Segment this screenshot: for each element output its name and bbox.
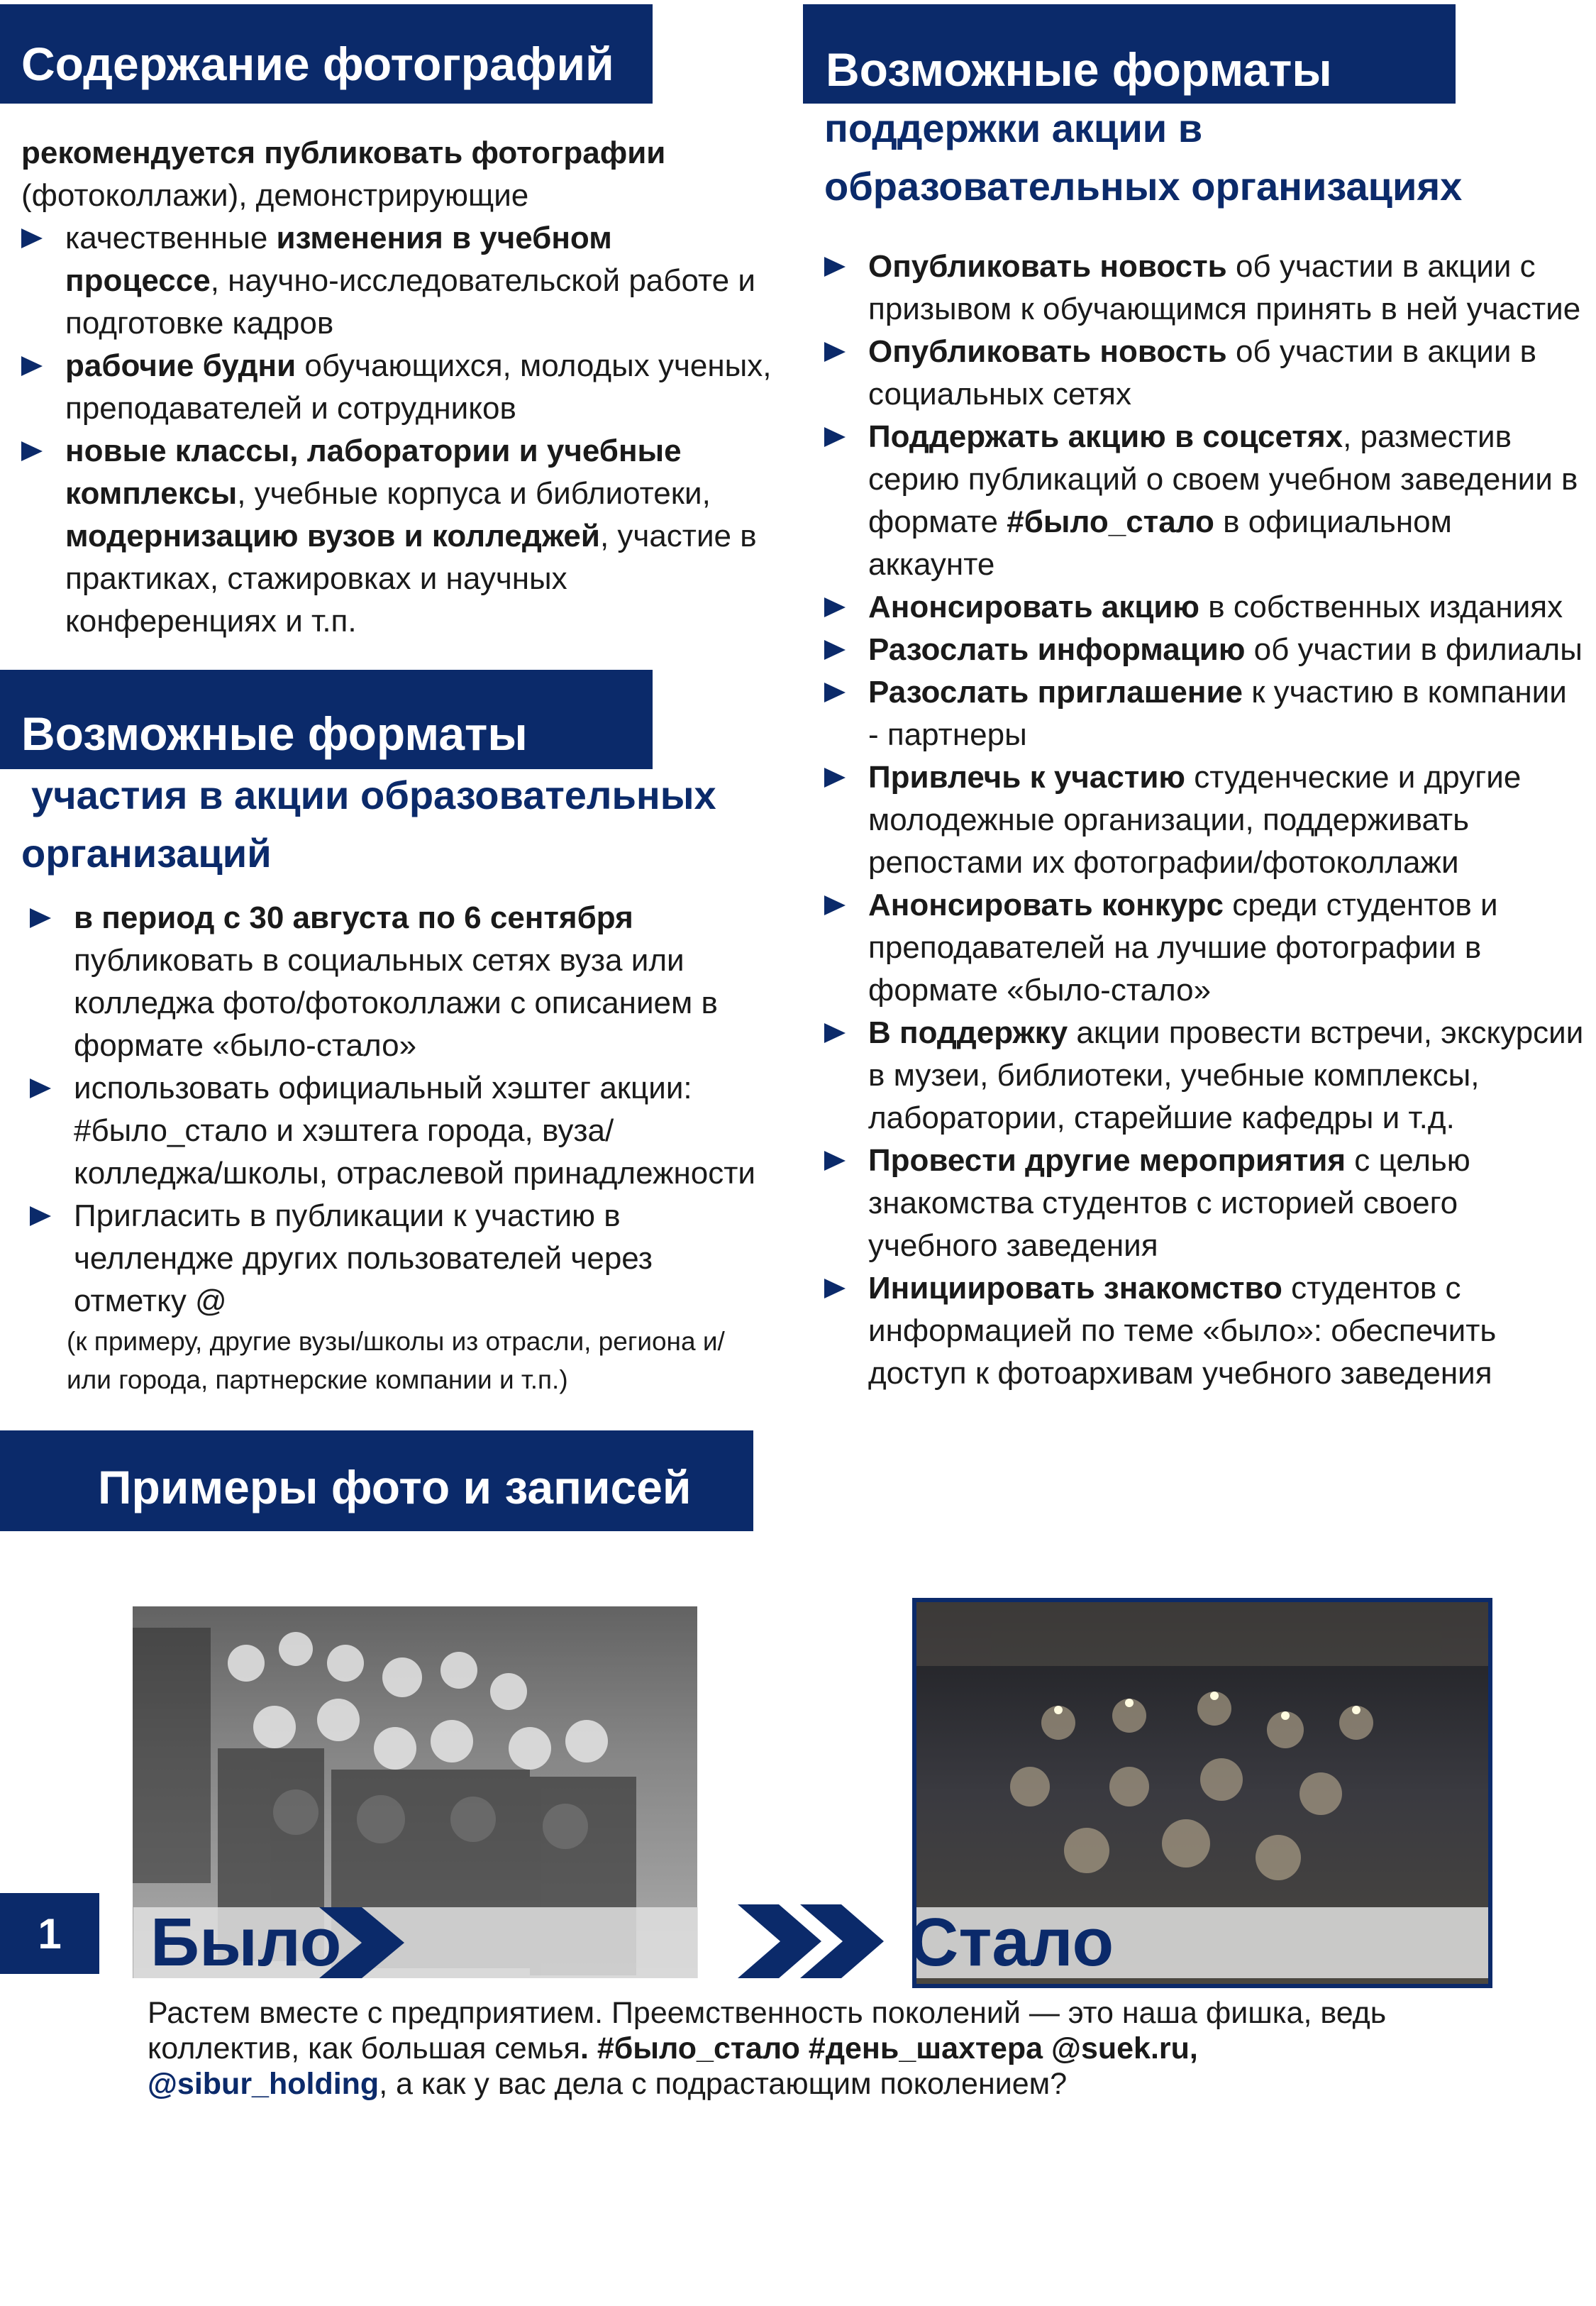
list-item: Анонсировать акцию в собственных изданиях [824, 586, 1585, 629]
triangle-bullet-icon [824, 586, 853, 629]
section-subtitle: участия в акции образовательных организаций [21, 773, 716, 876]
participation-body [30, 897, 760, 1399]
list-item: новые классы, лаборатории и учебные комплексы, учебные корпуса и библиотеки, модернизацию вузов и колледжей, участие в практиках, стажировках и научных конференциях и т.п. [21, 430, 773, 643]
section-header-participation [0, 670, 653, 769]
list-item: в период с 30 августа по 6 сентября публиковать в социальных сетях вуза или колледжа фото/фотоколлажи с описанием в формате «было-стало» [30, 897, 760, 1067]
double-chevron-right-icon [738, 1904, 887, 1978]
list-item: Пригласить в публикации к участию в челлендже других пользователей через отметку @ [30, 1195, 760, 1323]
triangle-bullet-icon [824, 1267, 853, 1310]
triangle-bullet-icon [824, 246, 853, 288]
example-number-badge [0, 1893, 99, 1974]
section-subtitle: поддержки акции в образовательных организациях [824, 106, 1463, 209]
triangle-bullet-icon [824, 629, 853, 671]
list-item: Инициировать знакомство студентов с информацией по теме «было»: обеспечить доступ к фотоархивам учебного заведения [824, 1267, 1585, 1395]
section-header-photo-content [0, 4, 653, 104]
before-label: Было [150, 1904, 342, 1980]
list-item: Опубликовать новость об участии в акции с призывом к обучающимся принять в ней участие [824, 246, 1585, 331]
section-title: Возможные форматы [21, 707, 528, 760]
list-item: Опубликовать новость об участии в акции в социальных сетях [824, 331, 1585, 416]
intro-line-1: рекомендуется публиковать фотографии [21, 136, 666, 170]
support-body [824, 246, 1585, 1395]
triangle-bullet-icon [21, 430, 50, 473]
triangle-bullet-icon [824, 671, 853, 714]
list-item: рабочие будни обучающихся, молодых ученых, преподавателей и сотрудников [21, 345, 773, 430]
participation-list [30, 897, 760, 1323]
after-label: Стало [909, 1904, 1114, 1980]
list-item: использовать официальный хэштег акции: #было_стало и хэштега города, вуза/колледжа/школы, отраслевой принадлежности [30, 1067, 760, 1195]
triangle-bullet-icon [824, 331, 853, 373]
section-title: Возможные форматы [826, 43, 1332, 96]
section-header-examples [0, 1430, 753, 1531]
handle-link[interactable]: @sibur_holding [148, 2067, 379, 2101]
example-caption: Растем вместе с предприятием. Преемственность поколений — это наша фишка, ведь коллектив, как большая семья. #было_стало #день_шахтера @suek.ru, @sibur_holding, а как у вас дела с подрастающим поколением? [148, 1996, 1387, 2101]
triangle-bullet-icon [21, 345, 50, 387]
participation-note: (к примеру, другие вузы/школы из отрасли, региона и/или города, партнерские компании и т.п.) [67, 1327, 725, 1394]
triangle-bullet-icon [21, 217, 50, 260]
list-item: Провести другие мероприятия с целью знакомства студентов с историей своего учебного заведения [824, 1140, 1585, 1267]
triangle-bullet-icon [824, 1012, 853, 1054]
list-item: Привлечь к участию студенческие и другие молодежные организации, поддерживать репостами их фотографии/фотоколлажи [824, 756, 1585, 884]
intro-line-2: (фотоколлажи), демонстрирующие [21, 178, 529, 213]
triangle-bullet-icon [30, 1195, 58, 1237]
list-item: качественные изменения в учебном процессе, научно-исследовательской работе и подготовке кадров [21, 217, 773, 345]
list-item: Разослать информацию об участии в филиалы [824, 629, 1585, 671]
support-list [824, 246, 1585, 1395]
triangle-bullet-icon [824, 884, 853, 927]
triangle-bullet-icon [824, 416, 853, 458]
list-item: Поддержать акцию в соцсетях, разместив серию публикаций о своем учебном заведении в формате #было_стало в официальном аккаунте [824, 416, 1585, 586]
triangle-bullet-icon [30, 1067, 58, 1110]
section-header-support [803, 4, 1456, 104]
list-item: Разослать приглашение к участию в компании - партнеры [824, 671, 1585, 756]
list-item: Анонсировать конкурс среди студентов и преподавателей на лучшие фотографии в формате «было-стало» [824, 884, 1585, 1012]
triangle-bullet-icon [30, 897, 58, 939]
section-title: Содержание фотографий [21, 38, 614, 90]
photo-content-list [21, 217, 773, 643]
section-title: Примеры фото и записей [98, 1461, 692, 1513]
list-item: В поддержку акции провести встречи, экскурсии в музеи, библиотеки, учебные комплексы, лаборатории, старейшие кафедры и т.д. [824, 1012, 1585, 1140]
chevron-right-icon [319, 1907, 404, 1978]
photo-content-body [21, 132, 773, 643]
triangle-bullet-icon [824, 756, 853, 799]
example-number: 1 [38, 1909, 62, 1958]
triangle-bullet-icon [824, 1140, 853, 1182]
